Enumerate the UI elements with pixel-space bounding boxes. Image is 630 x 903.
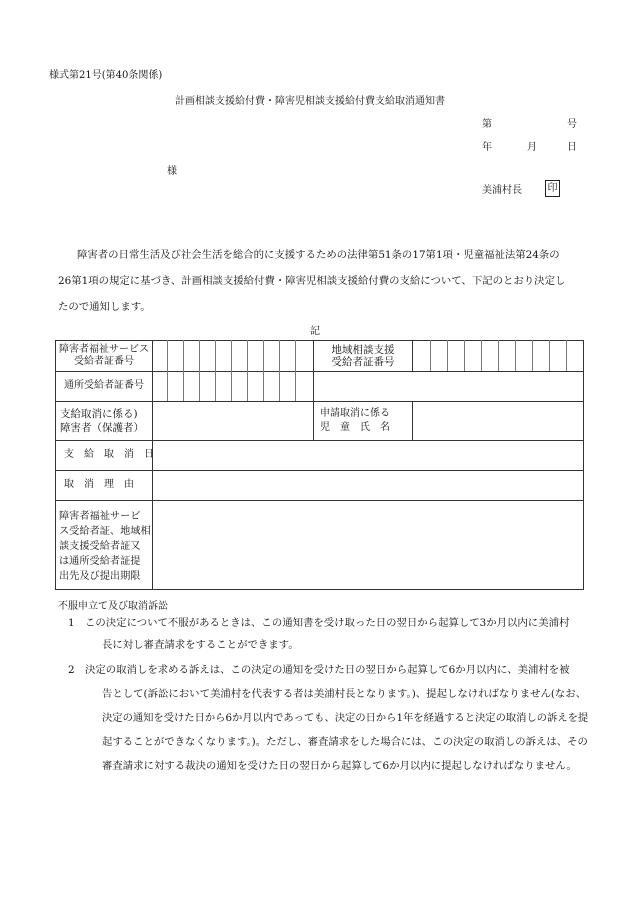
label-line: 障害者（保護者） [60, 422, 144, 434]
table-rule [55, 500, 584, 501]
table-rule [55, 440, 584, 441]
digit-box-line [549, 340, 550, 371]
digit-box-line [231, 340, 232, 401]
label-regional-cert [314, 344, 412, 368]
form-number: 様式第21号(第40条関係) [49, 70, 163, 81]
date-year: 年 [482, 142, 492, 153]
digit-box-line [498, 340, 499, 371]
digit-box-line [566, 340, 567, 371]
date-day: 日 [567, 142, 577, 153]
digit-box-line [183, 340, 184, 401]
table-rule [412, 340, 413, 371]
appeal-item2-line2: 告として(訴訟において美浦村を代表する者は美浦村長となります。)、提起しなければなりません(なお、 [102, 688, 587, 700]
digit-box-line [279, 340, 280, 401]
label-welfare-cert [56, 344, 152, 368]
label-line: 障害者福祉サービス [59, 344, 149, 355]
table-rule [313, 401, 314, 440]
label-cancel-date: 支 給 取 消 日 [64, 449, 154, 460]
digit-box-line [167, 340, 168, 401]
label-line: 受給者証番号 [331, 356, 395, 368]
number-suffix: 号 [567, 119, 577, 130]
table-rule [412, 401, 413, 440]
label-day-care-cert: 通所受給者証番号 [64, 380, 144, 391]
appeal-item2-line5: 審査請求に対する裁決の通知を受けた日の翌日から起算して6か月以内に提起しなければなりません。 [102, 760, 577, 772]
table-rule [55, 401, 584, 402]
appeal-item2-line1: 2 決定の取消しを求める訴えは、この決定の通知を受けた日の翌日から起算して6か月以内に、美浦村を被 [68, 664, 570, 676]
appeal-item2-line4: 起することができなくなります。)。ただし、審査請求をした場合には、この決定の取消しの訴えは、その [102, 736, 588, 748]
digit-box-line [295, 340, 296, 401]
addressee-suffix: 様 [167, 166, 177, 177]
label-line: 出先及び提出期限 [59, 571, 141, 582]
digit-box-line [263, 340, 264, 401]
label-line: 談支援受給者証又 [59, 541, 141, 552]
label-submission [59, 509, 151, 584]
digit-box-line [215, 340, 216, 401]
digit-box-line [481, 340, 482, 371]
issuer-name: 美浦村長 [482, 185, 522, 196]
body-line-1: 障害者の日常生活及び社会生活を総合的に支援するための法律第51条の17第1項・児童福祉法第24条の [77, 249, 560, 261]
appeal-heading: 不服申立て及び取消訴訟 [58, 601, 168, 612]
digit-box-line [199, 340, 200, 401]
label-line: 受給者証番号 [74, 356, 134, 367]
seal-stamp: 印 [545, 180, 560, 197]
digit-box-line [247, 340, 248, 401]
appeal-item2-line3: 決定の通知を受けた日から6か月以内であっても、決定の日から1年を経過すると決定の取消しの訴えを提 [102, 712, 589, 724]
label-line: 障害者福祉サービ [59, 511, 141, 522]
digit-box-line [430, 340, 431, 371]
label-line: ス受給者証、地域相 [59, 526, 151, 537]
ki-label: 記 [310, 326, 320, 337]
label-recipient [60, 407, 152, 435]
label-line: 申請取消に係る [320, 408, 390, 419]
digit-box-line [447, 340, 448, 371]
table-rule [55, 470, 584, 471]
table-rule [152, 340, 153, 590]
label-line: 支給取消に係る) [60, 408, 138, 420]
digit-box-line [515, 340, 516, 371]
table-rule [55, 371, 584, 372]
date-month: 月 [527, 142, 537, 153]
digit-box-line [532, 340, 533, 371]
document-title: 計画相談支援給付費・障害児相談支援給付費支給取消通知書 [175, 96, 445, 107]
digit-box-line [464, 340, 465, 371]
label-line: は通所受給者証提 [59, 556, 141, 567]
body-line-2: 26第1項の規定に基づき、計画相談支援給付費・障害児相談支援給付費の支給について、下記のとおり決定し [58, 275, 566, 287]
label-cancel-reason: 取 消 理 由 [64, 479, 134, 490]
label-child-name [320, 407, 412, 435]
appeal-item1-line1: 1 この決定について不服があるときは、この通知書を受け取った日の翌日から起算して3か月以内に美浦村 [68, 617, 570, 629]
body-line-3: たので通知します。 [58, 301, 151, 313]
label-line: 地域相談支援 [331, 344, 395, 356]
appeal-item1-line2: 長に対し審査請求をすることができます。 [102, 639, 299, 651]
label-line: 児 童 氏 名 [320, 422, 390, 433]
number-prefix: 第 [482, 119, 492, 130]
